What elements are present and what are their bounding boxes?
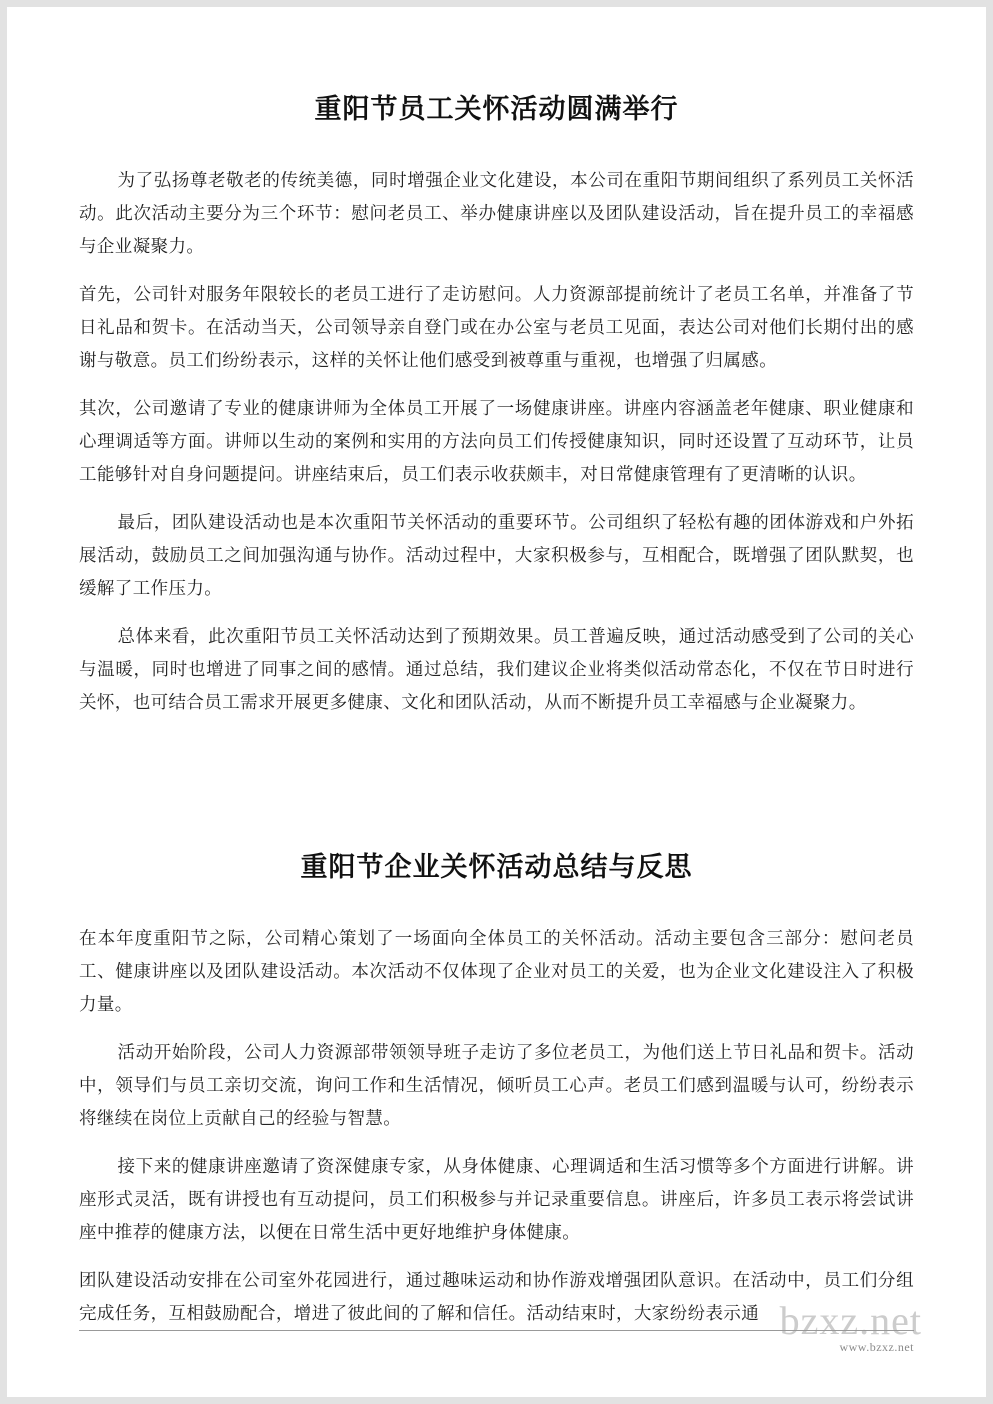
article-1-paragraph-3: 其次，公司邀请了专业的健康讲师为全体员工开展了一场健康讲座。讲座内容涵盖老年健康、职业健康和心理调适等方面。讲师以生动的案例和实用的方法向员工们传授健康知识，同时还设置了互动环节，让员工能够针对自身问题提问。讲座结束后，员工们表示收获颇丰，对日常健康管理有了更清晰的认识。 [79,398,914,484]
watermark-text: bzxz.net [779,1298,922,1343]
document-content [7,7,986,1330]
article-1-paragraph-1: 为了弘扬尊老敬老的传统美德，同时增强企业文化建设，本公司在重阳节期间组织了系列员工关怀活动。此次活动主要分为三个环节：慰问老员工、举办健康讲座以及团队建设活动，旨在提升员工的幸福感与企业凝聚力。 [79,170,914,256]
footer-url: www.bzxz.net [839,1340,914,1354]
article-2-paragraph-1: 在本年度重阳节之际，公司精心策划了一场面向全体员工的关怀活动。活动主要包含三部分：慰问老员工、健康讲座以及团队建设活动。本次活动不仅体现了企业对员工的关爱，也为企业文化建设注入了积极力量。 [79,928,914,1014]
article-2-paragraph-3: 接下来的健康讲座邀请了资深健康专家，从身体健康、心理调适和生活习惯等多个方面进行讲解。讲座形式灵活，既有讲授也有互动提问，员工们积极参与并记录重要信息。讲座后，许多员工表示将尝试讲座中推荐的健康方法，以便在日常生活中更好地维护身体健康。 [79,1156,914,1242]
footer-divider [79,1330,914,1331]
article-1-paragraph-4: 最后，团队建设活动也是本次重阳节关怀活动的重要环节。公司组织了轻松有趣的团体游戏和户外拓展活动，鼓励员工之间加强沟通与协作。活动过程中，大家积极参与，互相配合，既增强了团队默契，也缓解了工作压力。 [79,512,914,598]
article-2-paragraph-2: 活动开始阶段，公司人力资源部带领领导班子走访了多位老员工，为他们送上节日礼品和贺卡。活动中，领导们与员工亲切交流，询问工作和生活情况，倾听员工心声。老员工们感到温暖与认可，纷纷表示将继续在岗位上贡献自己的经验与智慧。 [79,1042,914,1128]
article-1-title: 重阳节员工关怀活动圆满举行 [314,94,679,124]
article-1-paragraph-2: 首先，公司针对服务年限较长的老员工进行了走访慰问。人力资源部提前统计了老员工名单，并准备了节日礼品和贺卡。在活动当天，公司领导亲自登门或在办公室与老员工见面，表达公司对他们长期付出的感谢与敬意。员工们纷纷表示，这样的关怀让他们感受到被尊重与重视，也增强了归属感。 [79,284,914,370]
article-1-paragraph-5: 总体来看，此次重阳节员工关怀活动达到了预期效果。员工普遍反映，通过活动感受到了公司的关心与温暖，同时也增进了同事之间的感情。通过总结，我们建议企业将类似活动常态化，不仅在节日时进行关怀，也可结合员工需求开展更多健康、文化和团队活动，从而不断提升员工幸福感与企业凝聚力。 [79,626,914,712]
article-2-title: 重阳节企业关怀活动总结与反思 [300,852,693,882]
article-2-paragraph-4: 团队建设活动安排在公司室外花园进行，通过趣味运动和协作游戏增强团队意识。在活动中，员工们分组完成任务，互相鼓励配合，增进了彼此间的了解和信任。活动结束时，大家纷纷表示通 [79,1270,914,1323]
